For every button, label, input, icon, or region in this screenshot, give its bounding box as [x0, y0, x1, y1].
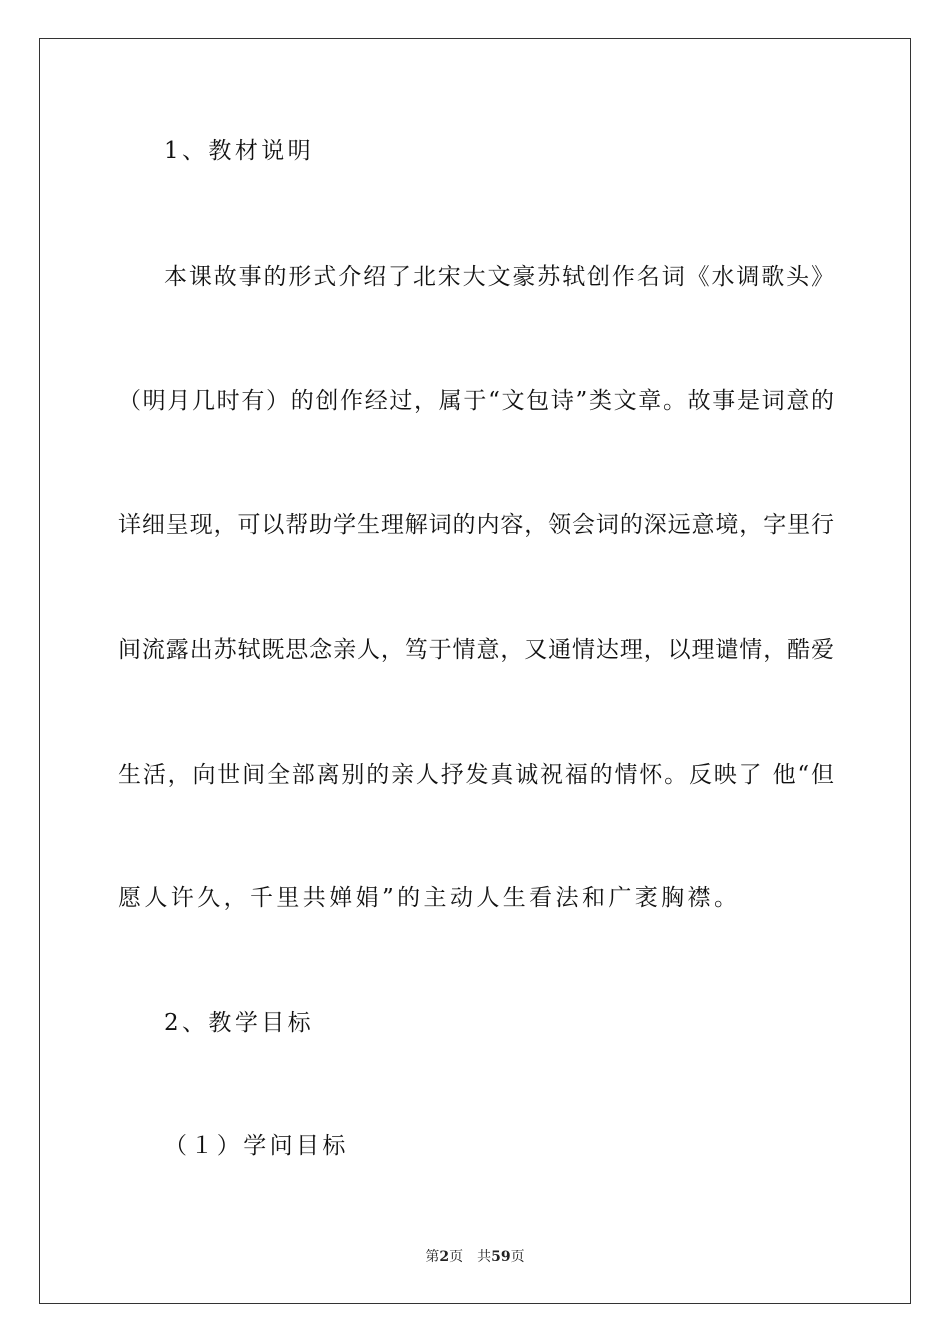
subheading-knowledge-goals: （１）学问目标 [164, 1133, 349, 1159]
footer-page-suffix: 页 [449, 1249, 464, 1265]
heading-teaching-goals: 2、教学目标 [164, 1010, 315, 1036]
footer-page-prefix: 第 [425, 1249, 440, 1265]
heading-teaching-material: 1、教材说明 [164, 138, 315, 164]
paragraph-line-6: 愿人许久，千里共婵娟”的主动人生看法和广袤胸襟。 [118, 885, 741, 911]
footer-total-prefix: 共 [477, 1249, 492, 1265]
paragraph-line-1 [164, 262, 834, 292]
paragraph-line-5: 生活，向世间全部离别的亲人抒发真诚祝福的情怀。反映了 他“但 [118, 762, 834, 788]
page-footer [0, 1248, 950, 1266]
footer-total-pages: 59 [491, 1249, 511, 1265]
footer-total-suffix: 页 [510, 1249, 525, 1265]
paragraph-line-2: （明月几时有）的创作经过，属于“文包诗”类文章。故事是词意的 [118, 388, 834, 414]
paragraph-line-1-text: 本课故事的形式介绍了北宋大文豪苏轼创作名词《水调歌头》 [164, 264, 834, 290]
footer-page-number: 2 [439, 1249, 450, 1265]
paragraph-line-4: 间流露出苏轼既思念亲人，笃于情意，又通情达理，以理谴情，酷爱 [118, 637, 834, 663]
paragraph-line-3: 详细呈现，可以帮助学生理解词的内容，领会词的深远意境，字里行 [118, 512, 834, 538]
page-border [39, 38, 911, 1304]
